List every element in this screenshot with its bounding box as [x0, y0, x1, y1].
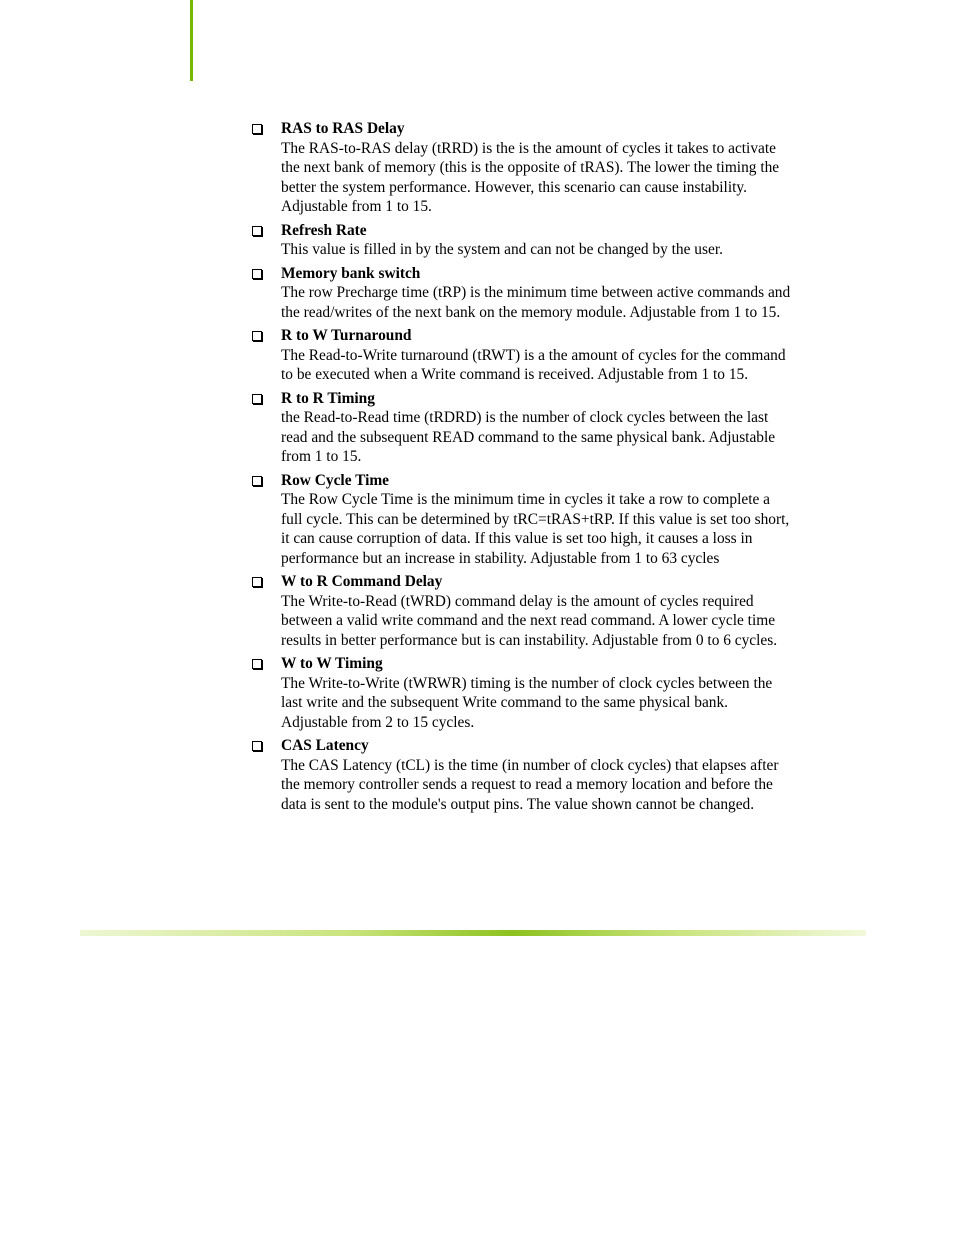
item-description: The Read-to-Write turnaround (tRWT) is a the amount of cycles for the command to be executed when a Write command is received. Adjustable from 1 to 15.	[281, 346, 786, 383]
item-title: Refresh Rate	[281, 221, 367, 239]
item-description: The Write-to-Write (tWRWR) timing is the number of clock cycles between the last write and the subsequent Write command to the same physical bank. Adjustable from 2 to 15 cycles.	[281, 674, 773, 731]
checkbox-bullet-icon	[252, 741, 262, 751]
item-title: R to R Timing	[281, 389, 375, 407]
footer-gradient-rule	[80, 930, 866, 936]
list-item-ras-to-ras-delay	[250, 119, 795, 217]
list-item-memory-bank-switch	[250, 264, 795, 323]
list-item-cas-latency	[250, 736, 795, 814]
checkbox-bullet-icon	[252, 269, 262, 279]
item-title: Memory bank switch	[281, 264, 421, 282]
bios-settings-list	[250, 119, 795, 818]
list-item-r-to-r-timing	[250, 389, 795, 467]
item-title: Row Cycle Time	[281, 471, 390, 489]
item-title: RAS to RAS Delay	[281, 120, 405, 137]
item-title: CAS Latency	[281, 737, 369, 754]
list-item-r-to-w-turnaround	[250, 326, 795, 385]
checkbox-bullet-icon	[252, 394, 262, 404]
checkbox-bullet-icon	[252, 331, 262, 341]
item-title: R to W Turnaround	[281, 327, 412, 344]
item-description: The RAS-to-RAS delay (tRRD) is the is the amount of cycles it takes to activate the next bank of memory (this is the opposite of tRAS). The lower the timing the better the system performance. However, this scenario can cause instability. Adjustable from 1 to 15.	[281, 139, 780, 215]
item-description: This value is filled in by the system and can not be changed by the user.	[281, 241, 723, 258]
checkbox-bullet-icon	[252, 226, 262, 236]
top-accent-rule	[190, 0, 193, 81]
item-description: the Read-to-Read time (tRDRD) is the number of clock cycles between the last read and the subsequent READ command to the same physical bank. Adjustable from 1 to 15.	[281, 409, 776, 465]
checkbox-bullet-icon	[252, 659, 262, 669]
list-item-refresh-rate	[250, 221, 795, 260]
list-item-w-to-w-timing	[250, 654, 795, 732]
item-description: The row Precharge time (tRP) is the minimum time between active commands and the read/writes of the next bank on the memory module. Adjustable from 1 to 15.	[281, 284, 791, 321]
checkbox-bullet-icon	[252, 577, 262, 587]
list-item-w-to-r-command-delay	[250, 572, 795, 650]
list-item-row-cycle-time	[250, 471, 795, 569]
checkbox-bullet-icon	[252, 124, 262, 134]
item-title: W to W Timing	[281, 655, 383, 672]
item-title: W to R Command Delay	[281, 573, 443, 590]
checkbox-bullet-icon	[252, 476, 262, 486]
item-description: The Write-to-Read (tWRD) command delay is the amount of cycles required between a valid write command and the next read command. A lower cycle time results in better performance but is can instability. Adjustable from 0 to 6 cycles.	[281, 592, 778, 649]
item-description: The CAS Latency (tCL) is the time (in number of clock cycles) that elapses after the memory controller sends a request to read a memory location and before the data is sent to the module's output pins. The value shown cannot be changed.	[281, 756, 779, 813]
item-description: The Row Cycle Time is the minimum time in cycles it take a row to complete a full cycle. This can be determined by tRC=tRAS+tRP. If this value is set too short, it can cause corruption of data. If this value is set too high, it causes a loss in performance but an increase in stability. Adjustable from 1 to 63 cycles	[281, 491, 790, 567]
